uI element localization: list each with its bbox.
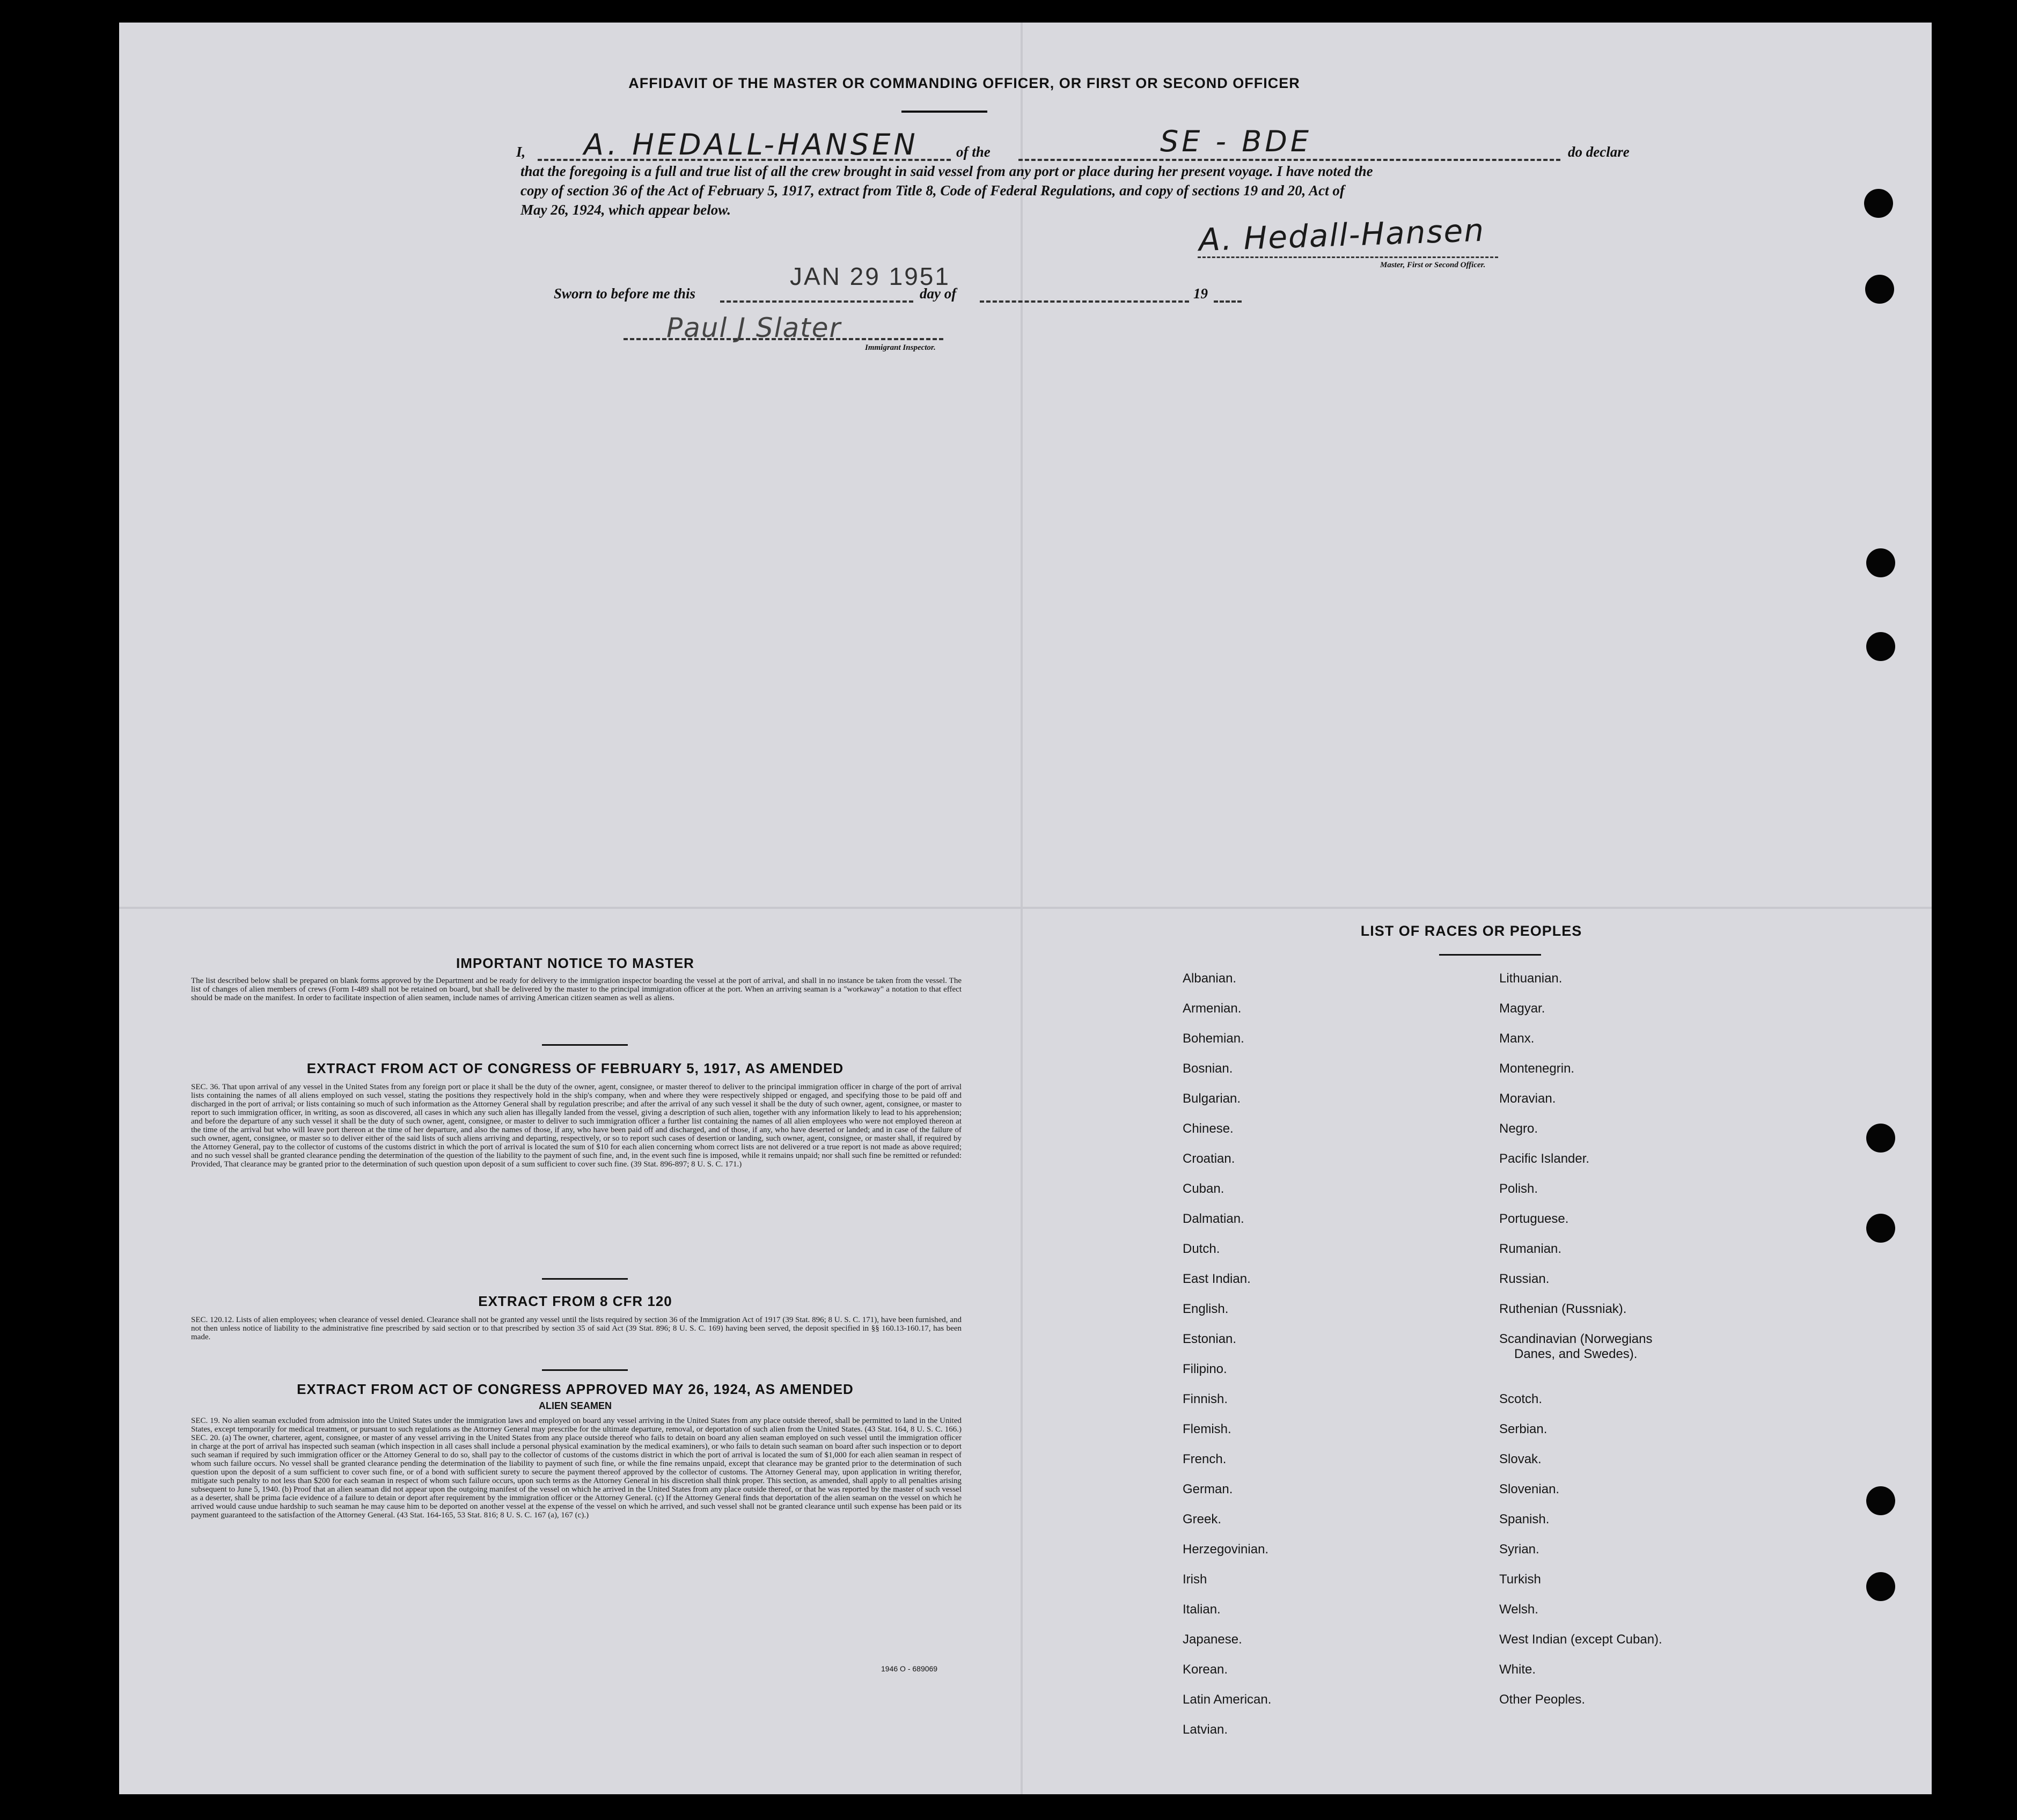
race-item: West Indian (except Cuban). [1499,1632,1662,1647]
race-item: Japanese. [1183,1632,1242,1647]
inspector-signature-line [624,338,943,340]
document-page [119,23,1932,1794]
race-item: English. [1183,1302,1229,1316]
race-item: Korean. [1183,1662,1228,1677]
sworn-year-line [1214,300,1242,303]
extract-1917-divider [542,1278,628,1280]
master-caption: Master, First or Second Officer. [1380,261,1486,269]
race-item: Chinese. [1183,1121,1234,1136]
declaration-line-2: that the foregoing is a full and true list of all the crew brought in said vessel from any port or place during her present voyage. I have noted the [520,163,1373,179]
race-item: Armenian. [1183,1001,1242,1016]
declaration-suffix: do declare [1568,144,1630,160]
race-item: Cuban. [1183,1181,1224,1196]
race-item: Danes, and Swedes). [1514,1347,1638,1361]
race-item: Other Peoples. [1499,1692,1586,1707]
race-item: Irish [1183,1572,1207,1587]
race-item: Slovak. [1499,1452,1542,1466]
race-item: Bohemian. [1183,1031,1244,1046]
race-item: Latin American. [1183,1692,1272,1707]
horizontal-fold-line [119,907,1932,909]
race-item: Spanish. [1499,1512,1550,1527]
signature-line [1198,256,1498,258]
race-item: Albanian. [1183,971,1237,986]
race-item: Montenegrin. [1499,1061,1575,1076]
extract-cfr-text: SEC. 120.12. Lists of alien employees; when clearance of vessel denied. Clearance shall not be granted any vessel until the lists required by section 36 of the Immigration Act of 1917 (39 Stat. 896; 8 U. S. C. 171), have been furnished, and not then unless notice of liability to the administrative fine prescribed by said section or to that prescribed by section 35 of said Act (39 Stat. 896; 8 U. S. C. 169) having been served, the deposit specified in §§ 160.13-160.17, has been made. [191,1316,962,1341]
title-underline [901,111,987,113]
race-item: Turkish [1499,1572,1541,1587]
punch-hole [1866,632,1895,661]
race-item: Welsh. [1499,1602,1538,1617]
declaration-prefix: I, [516,144,526,160]
race-item: Italian. [1183,1602,1221,1617]
race-item: Negro. [1499,1121,1538,1136]
vessel-name-handwritten: SE - BDE [1160,124,1312,158]
punch-hole [1866,1572,1895,1601]
race-item: Finnish. [1183,1392,1228,1406]
race-item: Polish. [1499,1181,1538,1196]
race-item: Pacific Islander. [1499,1151,1590,1166]
sworn-day-line [720,300,913,303]
sworn-month-line [980,300,1189,303]
race-item: Flemish. [1183,1422,1231,1436]
race-item: Bulgarian. [1183,1091,1241,1106]
race-item: Lithuanian. [1499,971,1563,986]
notice-title: IMPORTANT NOTICE TO MASTER [456,955,694,971]
declaration-of-the: of the [956,144,991,160]
sworn-day-of: day of [920,285,957,302]
punch-hole [1865,275,1894,304]
races-title: LIST OF RACES OR PEOPLES [1360,923,1582,939]
extract-1924-text: SEC. 19. No alien seaman excluded from admission into the United States under the immigration laws and employed on board any vessel arriving in the United States from any place outside thereof, shall be permitted to land in the United States, except temporarily for medical treatment, or pursuant to such regulations as the Attorney General may prescribe for the ultimate departure, removal, or deportation of such alien from the United States. (43 Stat. 164, 8 U. S. C. 166.) SEC. 20. (a) The owner, charterer, agent, consignee, or master of any vessel arriving in the United States from any place outside thereof who fails to detain on board any alien seaman employed on such vessel until the immigration officer in charge at the port of arrival has inspected such seaman (which inspection in all cases shall include a personal physical examination by the medical examiners), or who fails to detain such seaman on board after such inspection or to deport such seaman if required by such immigration officer or the Attorney General to do so, shall pay to the collector of customs of the customs district in which the port of arrival is located the sum of $1,000 for each alien seaman in respect of whom such failure occurs. No vessel shall be granted clearance pending the determination of the liability to payment of such fine, or while the fine remains unpaid, except that clearance may be granted prior to the determination of such question upon the deposit of a sum sufficient to cover such fine, or of a bond with sufficient surety to secure the payment thereof approved by the collector of customs. The Attorney General may, upon application in writing therefor, mitigate such penalty to not less than $200 for each seaman in respect of whom such failure occurs, upon such terms as the Attorney General in his discretion shall think proper. This section, as amended, shall apply to all penalties arising subsequent to June 5, 1940. (b) Proof that an alien seaman did not appear upon the outgoing manifest of the vessel on which he arrived in the United States from any place outside thereof, or that he was reported by the master of such vessel as a deserter, shall be prima facie evidence of a failure to detain or deport after requirement by the immigration officer or the Attorney General. (c) If the Attorney General finds that deportation of the alien seaman on the vessel on which he arrived would cause undue hardship to such seaman he may cause him to be deported on another vessel at the expense of the vessel on which he arrived, and such vessel shall not be granted clearance until such expense has been paid or its payment guaranteed to the satisfaction of the Attorney General. (43 Stat. 164-165, 53 Stat. 816; 8 U. S. C. 167 (a), 167 (c).) [191,1417,962,1520]
race-item: Moravian. [1499,1091,1556,1106]
race-item: Croatian. [1183,1151,1235,1166]
punch-hole [1866,1214,1895,1243]
inspector-caption: Immigrant Inspector. [865,343,936,352]
affidavit-title: AFFIDAVIT OF THE MASTER OR COMMANDING OFFICER, OR FIRST OR SECOND OFFICER [628,75,1300,91]
sworn-year-prefix: 19 [1193,285,1208,302]
race-item: White. [1499,1662,1536,1677]
race-item: Latvian. [1183,1722,1228,1737]
race-item: German. [1183,1482,1233,1496]
race-item: Estonian. [1183,1332,1237,1346]
race-item: Magyar. [1499,1001,1545,1016]
race-item: Herzegovinian. [1183,1542,1269,1557]
sworn-prefix: Sworn to before me this [554,285,696,302]
race-item: Portuguese. [1499,1212,1569,1226]
race-item: Rumanian. [1499,1242,1562,1256]
extract-1917-text: SEC. 36. That upon arrival of any vessel in the United States from any foreign port or place it shall be the duty of the owner, agent, consignee, or master thereof to deliver to the principal immigration officer in charge of the port of arrival lists containing the names of all aliens employed on such vessel, stating the positions they respectively hold in the ship's company, when and where they were respectively shipped or engaged, and specifying those to be paid off and discharged in the port of arrival; or lists containing so much of such information as the Attorney General shall by regulation prescribe; and after the arrival of any such vessel it shall be the duty of such owner, agent, consignee, or master to report to such immigration officer, in writing, as soon as discovered, all cases in which any such alien has illegally landed from the vessel, giving a description of such alien, together with any information likely to lead to his apprehension; and before the departure of any such vessel it shall be the duty of such owner, agent, consignee, or master to deliver to such immigration officer a further list containing the names of all alien employees who were not employed thereon at the time of the arrival but who will leave port thereon at the time of her departure, and also the names of those, if any, who have been paid off and discharged, and of those, if any, who have deserted or landed; and in case of the failure of such owner, agent, consignee, or master so to deliver either of the said lists of such aliens arriving and departing, respectively, or so to report such cases of desertion or landing, such owner, agent, consignee, or master shall, if required by the Attorney General, pay to the collector of customs of the customs district in which the port of arrival is located the sum of $10 for each alien concerning whom correct lists are not delivered or a true report is not made as above required; and no such vessel shall be granted clearance pending the determination of the question of the liability to the payment of such fine, and, in the event such fine is imposed, while it remains unpaid; nor shall such fine be remitted or refunded: Provided, That clearance may be granted prior to the determination of such question upon deposit of a sum sufficient to cover such fine. (39 Stat. 896-897; 8 U. S. C. 171.) [191,1083,962,1169]
race-item: Russian. [1499,1272,1550,1286]
race-item: Bosnian. [1183,1061,1233,1076]
punch-hole [1864,189,1893,218]
notice-text: The list described below shall be prepared on blank forms approved by the Department and be ready for delivery to the immigration inspector boarding the vessel at the port of arrival, and shall in no instance be taken from the vessel. The list of changes of alien members of crews (Form I-489 shall not be retained on board, but shall be delivered by the master to the principal immigration officer at the port. When an arriving seaman is a "workaway" a notation to that effect should be made on the manifest. In order to facilitate inspection of alien seamen, include names of arriving American citizen seamen as well as aliens. [191,977,962,1002]
extract-cfr-title: EXTRACT FROM 8 CFR 120 [478,1293,672,1309]
master-signature: A. Hedall-Hansen [1198,211,1486,259]
race-item: Slovenian. [1499,1482,1560,1496]
extract-1917-title: EXTRACT FROM ACT OF CONGRESS OF FEBRUARY 5, 1917, AS AMENDED [306,1060,844,1076]
vessel-blank-line [1018,159,1560,161]
master-name-handwritten: A. HEDALL-HANSEN [584,128,919,162]
race-item: Ruthenian (Russniak). [1499,1302,1627,1316]
extract-1924-title: EXTRACT FROM ACT OF CONGRESS APPROVED MAY 26, 1924, AS AMENDED [297,1381,854,1397]
races-title-underline [1439,954,1541,956]
print-code: 1946 O - 689069 [881,1664,938,1673]
race-item: French. [1183,1452,1227,1466]
race-item: Syrian. [1499,1542,1539,1557]
race-item: Scotch. [1499,1392,1543,1406]
punch-hole [1866,1486,1895,1515]
notice-divider [542,1044,628,1046]
extract-1924-subtitle: ALIEN SEAMEN [538,1400,612,1411]
date-stamp: JAN 29 1951 [790,262,950,290]
punch-hole [1866,548,1895,577]
race-item: Dutch. [1183,1242,1220,1256]
race-item: Greek. [1183,1512,1222,1527]
race-item: Scandinavian (Norwegians [1499,1332,1653,1346]
race-item: Filipino. [1183,1362,1227,1376]
race-item: East Indian. [1183,1272,1251,1286]
extract-cfr-divider [542,1369,628,1371]
race-item: Manx. [1499,1031,1535,1046]
inspector-signature: Paul J Slater [666,312,842,343]
race-item: Serbian. [1499,1422,1547,1436]
declaration-line-3: copy of section 36 of the Act of February 5, 1917, extract from Title 8, Code of Federal Regulations, and copy of sections 19 and 20, Act of [520,182,1345,199]
race-item: Dalmatian. [1183,1212,1244,1226]
declaration-line-4: May 26, 1924, which appear below. [520,202,731,218]
punch-hole [1866,1124,1895,1153]
